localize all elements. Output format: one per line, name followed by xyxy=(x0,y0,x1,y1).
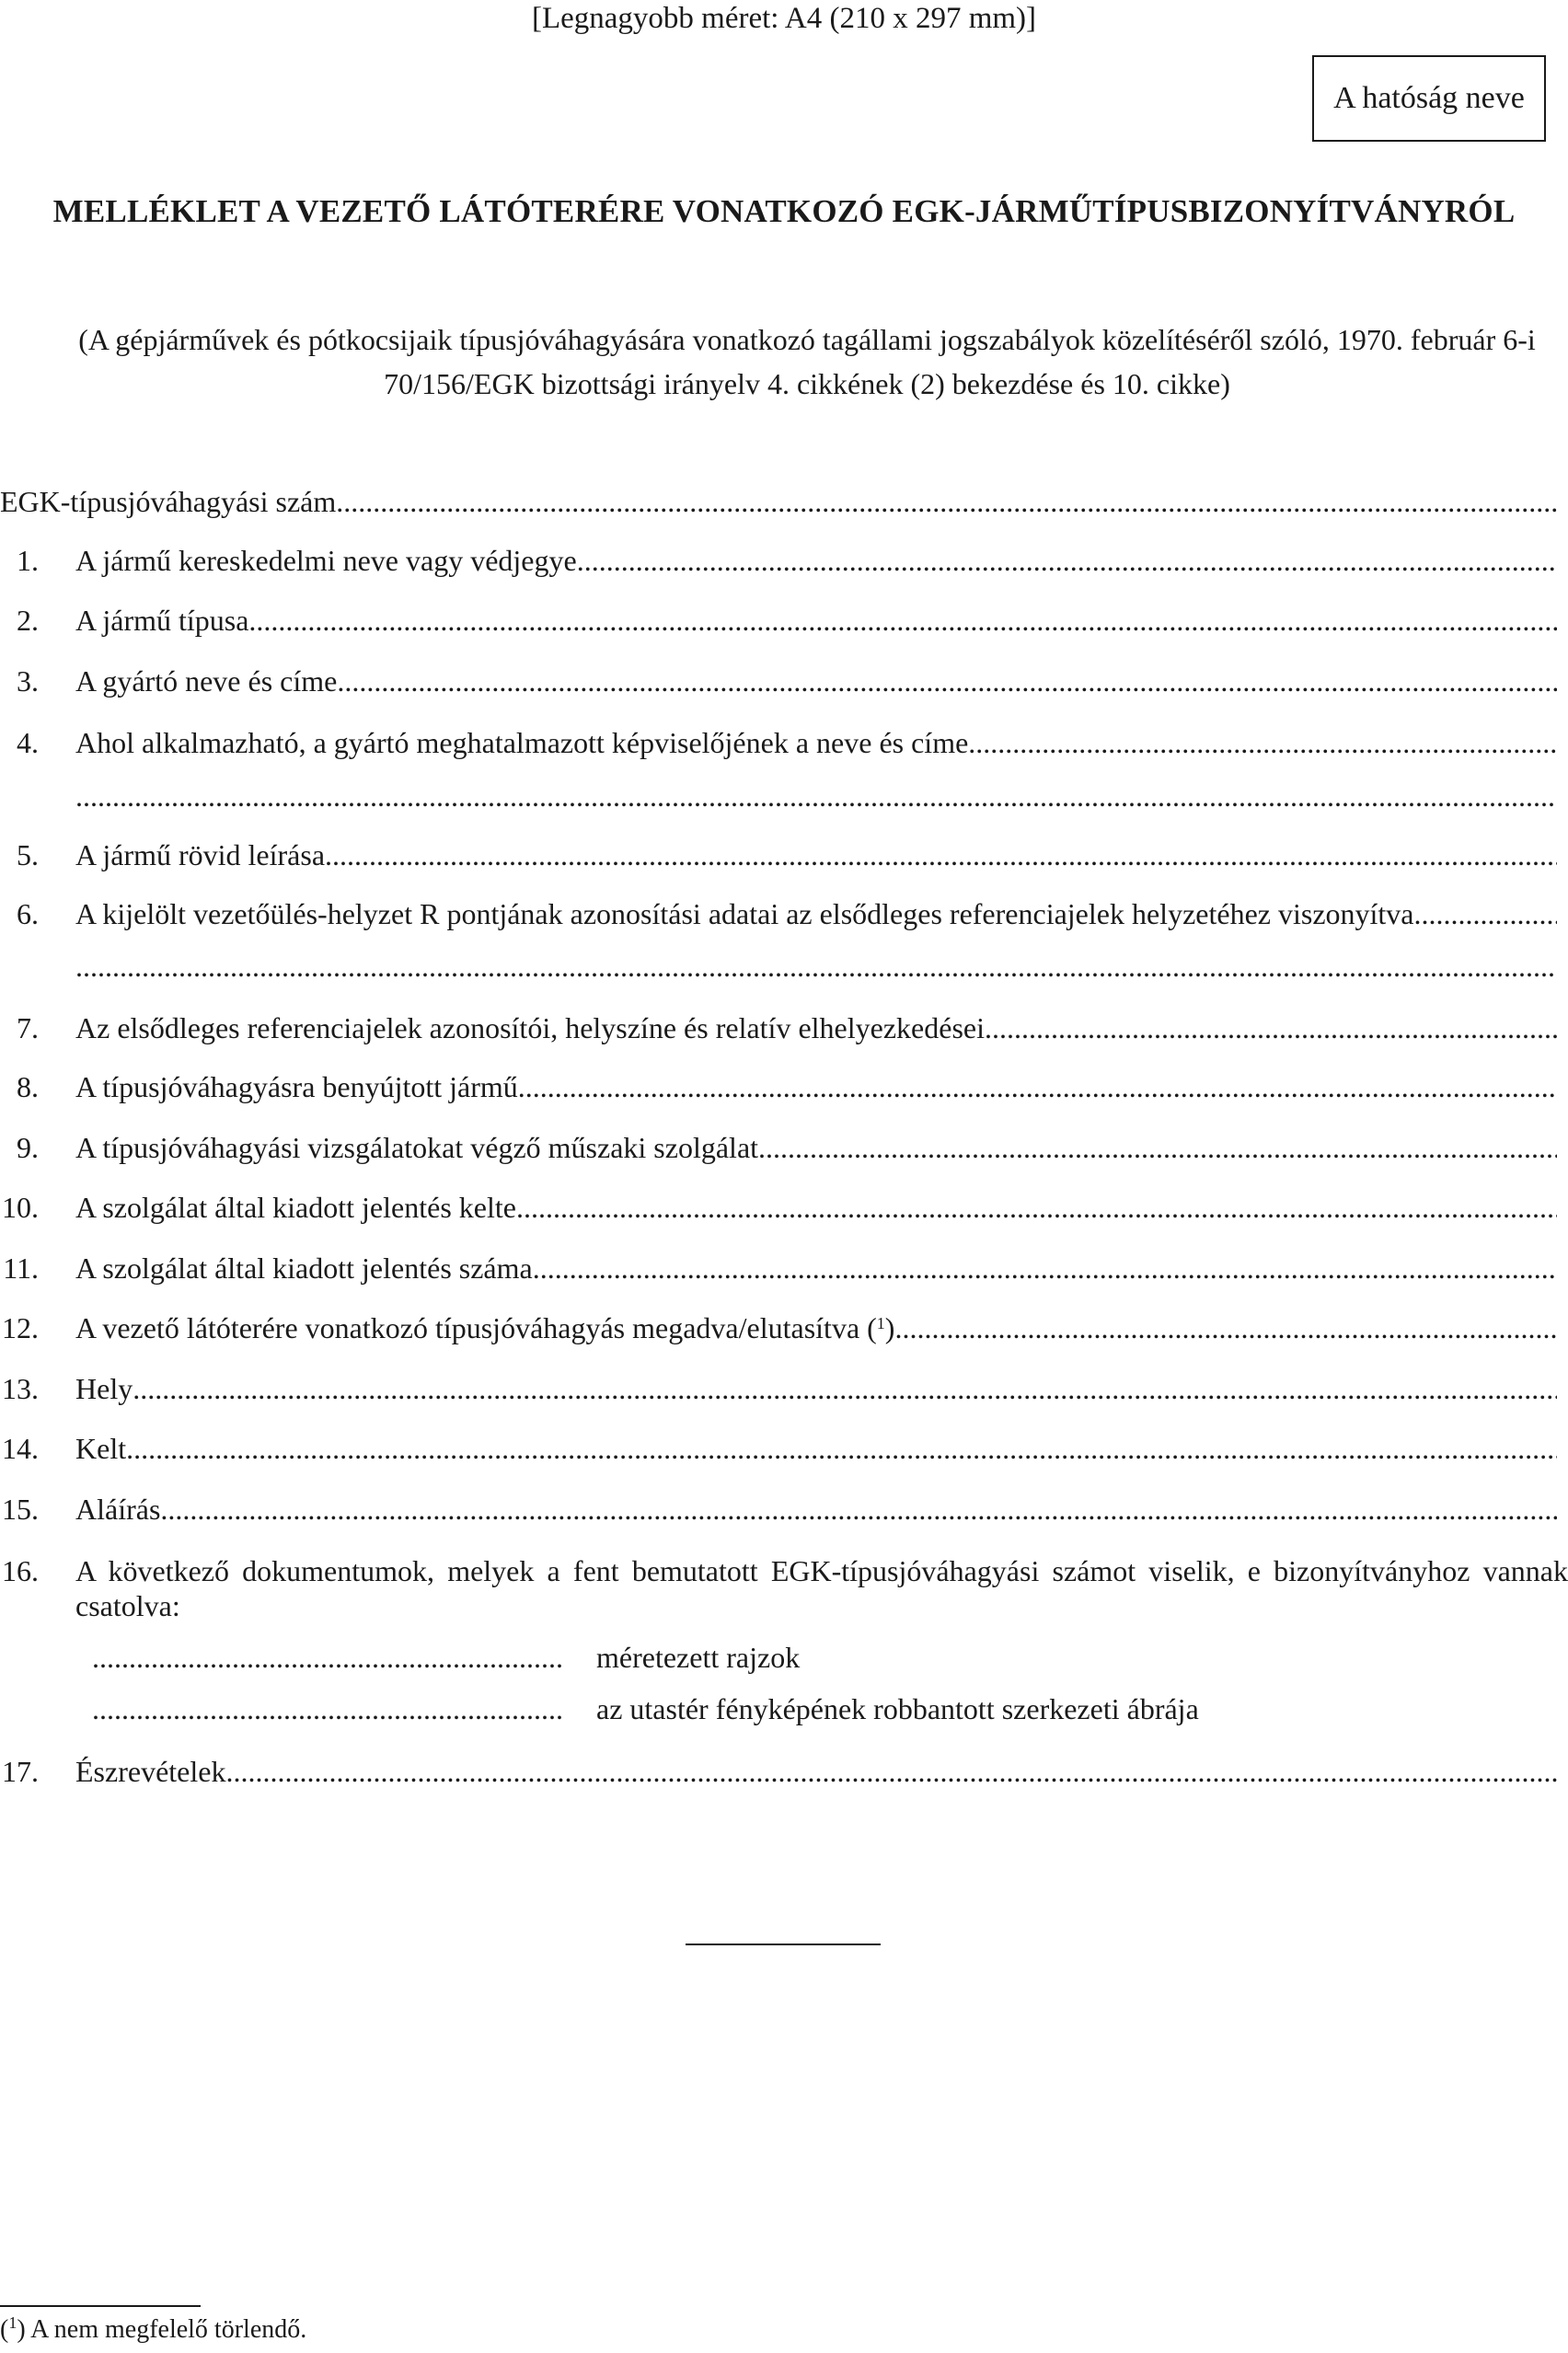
section-divider xyxy=(686,1944,881,1945)
list-item xyxy=(0,1748,1568,1794)
item-number: 7. xyxy=(17,1011,39,1044)
size-note: [Legnagyobb méret: A4 (210 x 297 mm)] xyxy=(531,2,1037,35)
item-label: A gyártó neve és címe xyxy=(75,664,338,698)
item-field[interactable] xyxy=(75,1305,1557,1351)
item-number: 1. xyxy=(17,544,39,577)
attachment-count-field[interactable] xyxy=(92,1634,565,1680)
item-field[interactable] xyxy=(75,1064,1557,1110)
item-label: Hely xyxy=(75,1372,133,1405)
attachment-label: méretezett rajzok xyxy=(596,1641,801,1674)
item-label: Kelt xyxy=(75,1432,127,1465)
list-item xyxy=(0,832,1568,878)
item-label: Észrevételek xyxy=(75,1755,226,1788)
approval-number-label: EGK-típusjóváhagyási szám xyxy=(0,485,337,518)
item-number: 14. xyxy=(2,1432,39,1465)
item-label: A szolgálat által kiadott jelentés kelte xyxy=(75,1191,516,1224)
item-label: A jármű rövid leírása xyxy=(75,838,326,871)
item-number: 6. xyxy=(17,897,39,930)
authority-name-label: A hatóság neve xyxy=(1333,81,1525,115)
item-field[interactable] xyxy=(75,832,1557,878)
list-item xyxy=(0,1305,1568,1351)
list-item xyxy=(0,720,1568,766)
approval-number-row xyxy=(0,479,1568,525)
attachment-count-field[interactable] xyxy=(92,1686,565,1732)
attachment-label: az utastér fényképének robbantott szerkezeti ábrája xyxy=(596,1692,1199,1725)
item-number: 9. xyxy=(17,1131,39,1164)
item-number: 2. xyxy=(17,604,39,637)
approval-number-field[interactable] xyxy=(0,479,1557,525)
item-number: 17. xyxy=(2,1755,39,1788)
item-number: 15. xyxy=(2,1493,39,1526)
item-field[interactable] xyxy=(75,1366,1557,1412)
list-item xyxy=(0,1425,1568,1471)
document-subtitle: (A gépjárművek és pótkocsijaik típusjóváhagyására vonatkozó tagállami jogszabályok közelítéséről szóló, 1970. február 6-i 70/156/EGK bizottsági irányelv 4. cikkének (2) bekezdése és 10. cikke) xyxy=(78,323,1536,400)
footnote-ref: 1 xyxy=(876,1314,885,1332)
document-title: MELLÉKLET A VEZETŐ LÁTÓTERÉRE VONATKOZÓ EGK-JÁRMŰTÍPUSBIZONYÍTVÁNYRÓL xyxy=(52,193,1516,229)
item-label: A típusjóváhagyási vizsgálatokat végző műszaki szolgálat xyxy=(75,1131,759,1164)
item-field[interactable] xyxy=(75,658,1557,704)
footnote: ($^1$) A nem megfelelő törlendő. xyxy=(0,2313,307,2344)
footnote-rule xyxy=(0,2305,201,2307)
item-number: 11. xyxy=(3,1251,39,1285)
item-label: A következő dokumentumok, melyek a fent bemutatott EGK-típusjóváhagyási számot viselik, e bizonyítványhoz vannak csatolva: xyxy=(75,1554,1568,1622)
item-label: A szolgálat által kiadott jelentés száma xyxy=(75,1251,533,1285)
list-item xyxy=(0,1125,1568,1171)
item-field[interactable] xyxy=(75,537,1557,583)
item-label: Aláírás xyxy=(75,1493,161,1526)
item-field[interactable] xyxy=(75,1125,1557,1171)
list-item xyxy=(0,1005,1568,1051)
item-number: 5. xyxy=(17,838,39,871)
item-number: 10. xyxy=(2,1191,39,1224)
list-item xyxy=(0,1245,1568,1291)
item-label: A típusjóváhagyásra benyújtott jármű xyxy=(75,1070,518,1103)
footnote-text: ) A nem megfelelő törlendő. xyxy=(17,2315,307,2344)
item-number: 3. xyxy=(17,664,39,698)
item-label: A vezető látóterére vonatkozó típusjóváhagyás megadva/elutasítva ($^1$) xyxy=(75,1311,895,1344)
item-label: A kijelölt vezetőülés-helyzet R pontjának azonosítási adatai az elsődleges referenciajelek helyzetéhez viszonyítva xyxy=(75,897,1414,930)
list-item xyxy=(0,537,1568,583)
continuation-dots[interactable] xyxy=(75,943,1557,989)
item-field[interactable] xyxy=(75,1005,1557,1051)
list-item xyxy=(0,1064,1568,1110)
item-number: 8. xyxy=(17,1070,39,1103)
item-label: Ahol alkalmazható, a gyártó meghatalmazott képviselőjének a neve és címe xyxy=(75,726,969,759)
item-label: A jármű kereskedelmi neve vagy védjegye xyxy=(75,544,577,577)
list-item xyxy=(0,597,1568,643)
item-field[interactable] xyxy=(75,891,1557,937)
footnote-number: 1 xyxy=(8,2313,17,2332)
continuation-dots[interactable] xyxy=(75,773,1557,819)
list-item xyxy=(0,1486,1568,1532)
list-item xyxy=(0,658,1568,704)
item-number: 12. xyxy=(2,1311,39,1344)
item-field[interactable] xyxy=(75,597,1557,643)
authority-name-box xyxy=(1312,55,1546,142)
list-item xyxy=(0,1184,1568,1230)
item-field[interactable] xyxy=(75,1425,1557,1471)
item-label: A jármű típusa xyxy=(75,604,249,637)
list-item xyxy=(0,1366,1568,1412)
item-field[interactable] xyxy=(75,1748,1557,1794)
item-label: Az elsődleges referenciajelek azonosítói, helyszíne és relatív elhelyezkedései xyxy=(75,1011,985,1044)
item-number: 4. xyxy=(17,726,39,759)
item-field[interactable] xyxy=(75,1184,1557,1230)
list-item xyxy=(0,891,1568,937)
item-field[interactable] xyxy=(75,720,1557,766)
item-number: 13. xyxy=(2,1372,39,1405)
item-field[interactable] xyxy=(75,1486,1557,1532)
item-number: 16. xyxy=(2,1554,39,1587)
item-field[interactable] xyxy=(75,1245,1557,1291)
